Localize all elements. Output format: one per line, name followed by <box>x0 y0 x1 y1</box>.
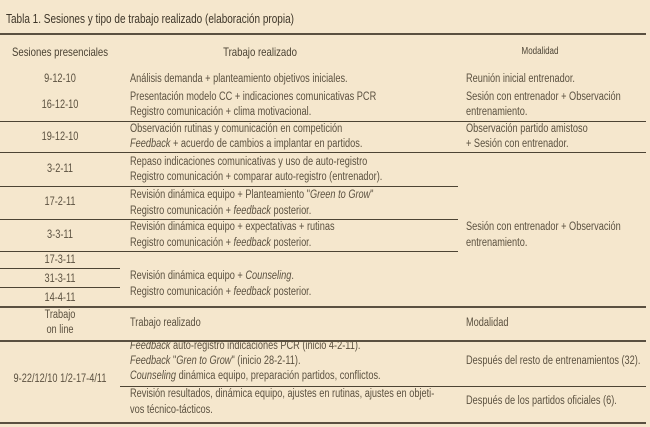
online-date: 9-22/12/10 1/2-17-4/11 <box>13 373 107 385</box>
work-text: Feedback "Gren to Grow" (inicio 28-2-11). <box>130 355 301 367</box>
work-text: Revisión resultados, dinámica equipo, ajustes en rutinas, ajustes en objeti- <box>130 388 435 400</box>
table-title: Tabla 1. Sesiones y tipo de trabajo realizado (elaboración propia) <box>6 12 294 26</box>
mode-text: Reunión inicial entrenador. <box>466 73 575 85</box>
header-modalidad-online: Modalidad <box>466 317 509 329</box>
header-online: Trabajo <box>44 309 76 321</box>
work-text: Observación rutinas y comunicación en competición <box>130 123 343 135</box>
session-date: 31-3-11 <box>44 273 76 285</box>
work-text: Revisión dinámica equipo + Counseling. <box>130 270 294 282</box>
divider <box>0 152 646 153</box>
work-text: Análisis demanda + planteamiento objetivos iniciales. <box>130 73 348 85</box>
session-date: 17-3-11 <box>44 254 76 266</box>
mode-text: entrenamiento. <box>466 106 528 118</box>
session-date: 16-12-10 <box>41 99 79 111</box>
session-date: 17-2-11 <box>44 196 76 208</box>
session-date: 14-4-11 <box>44 292 76 304</box>
mode-text: Después del resto de entrenamientos (32). <box>466 355 641 367</box>
header-trabajo: Trabajo realizado <box>223 45 297 59</box>
header-sesiones: Sesiones presenciales <box>12 45 109 59</box>
work-text: Registro comunicación + feedback posterior. <box>130 205 312 217</box>
session-date: 3-2-11 <box>47 163 73 175</box>
work-text: vos técnico-tácticos. <box>130 404 213 416</box>
mode-text: Sesión con entrenador + Observación <box>466 91 621 103</box>
session-date: 19-12-10 <box>41 131 79 143</box>
session-date: 3-3-11 <box>47 229 73 241</box>
divider <box>0 186 458 187</box>
session-date: 9-12-10 <box>44 73 76 85</box>
work-text: Registro comunicación + feedback posterior. <box>130 286 312 298</box>
work-text: Feedback auto-registro indicaciones PCR (inicio 4-2-11). <box>130 340 361 352</box>
mode-text: Observación partido amistoso <box>466 123 588 135</box>
mode-text: Después de los partidos oficiales (6). <box>466 395 617 407</box>
divider <box>0 33 646 35</box>
divider <box>0 422 646 424</box>
mode-text: entrenamiento. <box>466 237 528 249</box>
mode-text: Sesión con entrenador + Observación <box>466 221 621 233</box>
work-text: Revisión dinámica equipo + expectativas + rutinas <box>130 221 335 233</box>
divider <box>0 287 120 288</box>
work-text: Counseling dinámica equipo, preparación partidos, conflictos. <box>130 370 381 382</box>
work-text: Feedback + acuerdo de cambios a implantar en partidos. <box>130 138 363 150</box>
header-trabajo-online: Trabajo realizado <box>130 317 201 329</box>
work-text: Registro comunicación + comparar auto-registro (entrenador). <box>130 171 383 183</box>
divider <box>0 251 458 252</box>
work-text: Registro comunicación + feedback posterior. <box>130 237 312 249</box>
divider <box>0 268 120 269</box>
mode-text: + Sesión con entrenador. <box>466 138 569 150</box>
work-text: Repaso indicaciones comunicativas y uso de auto-registro <box>130 156 368 168</box>
work-text: Registro comunicación + clima motivacional. <box>130 106 312 118</box>
header-online: on line <box>46 324 74 336</box>
header-modalidad: Modalidad <box>521 46 559 57</box>
work-text: Presentación modelo CC + indicaciones comunicativas PCR <box>130 91 377 103</box>
work-text: Revisión dinámica equipo + Planteamiento "Green to Grow" <box>130 189 374 201</box>
